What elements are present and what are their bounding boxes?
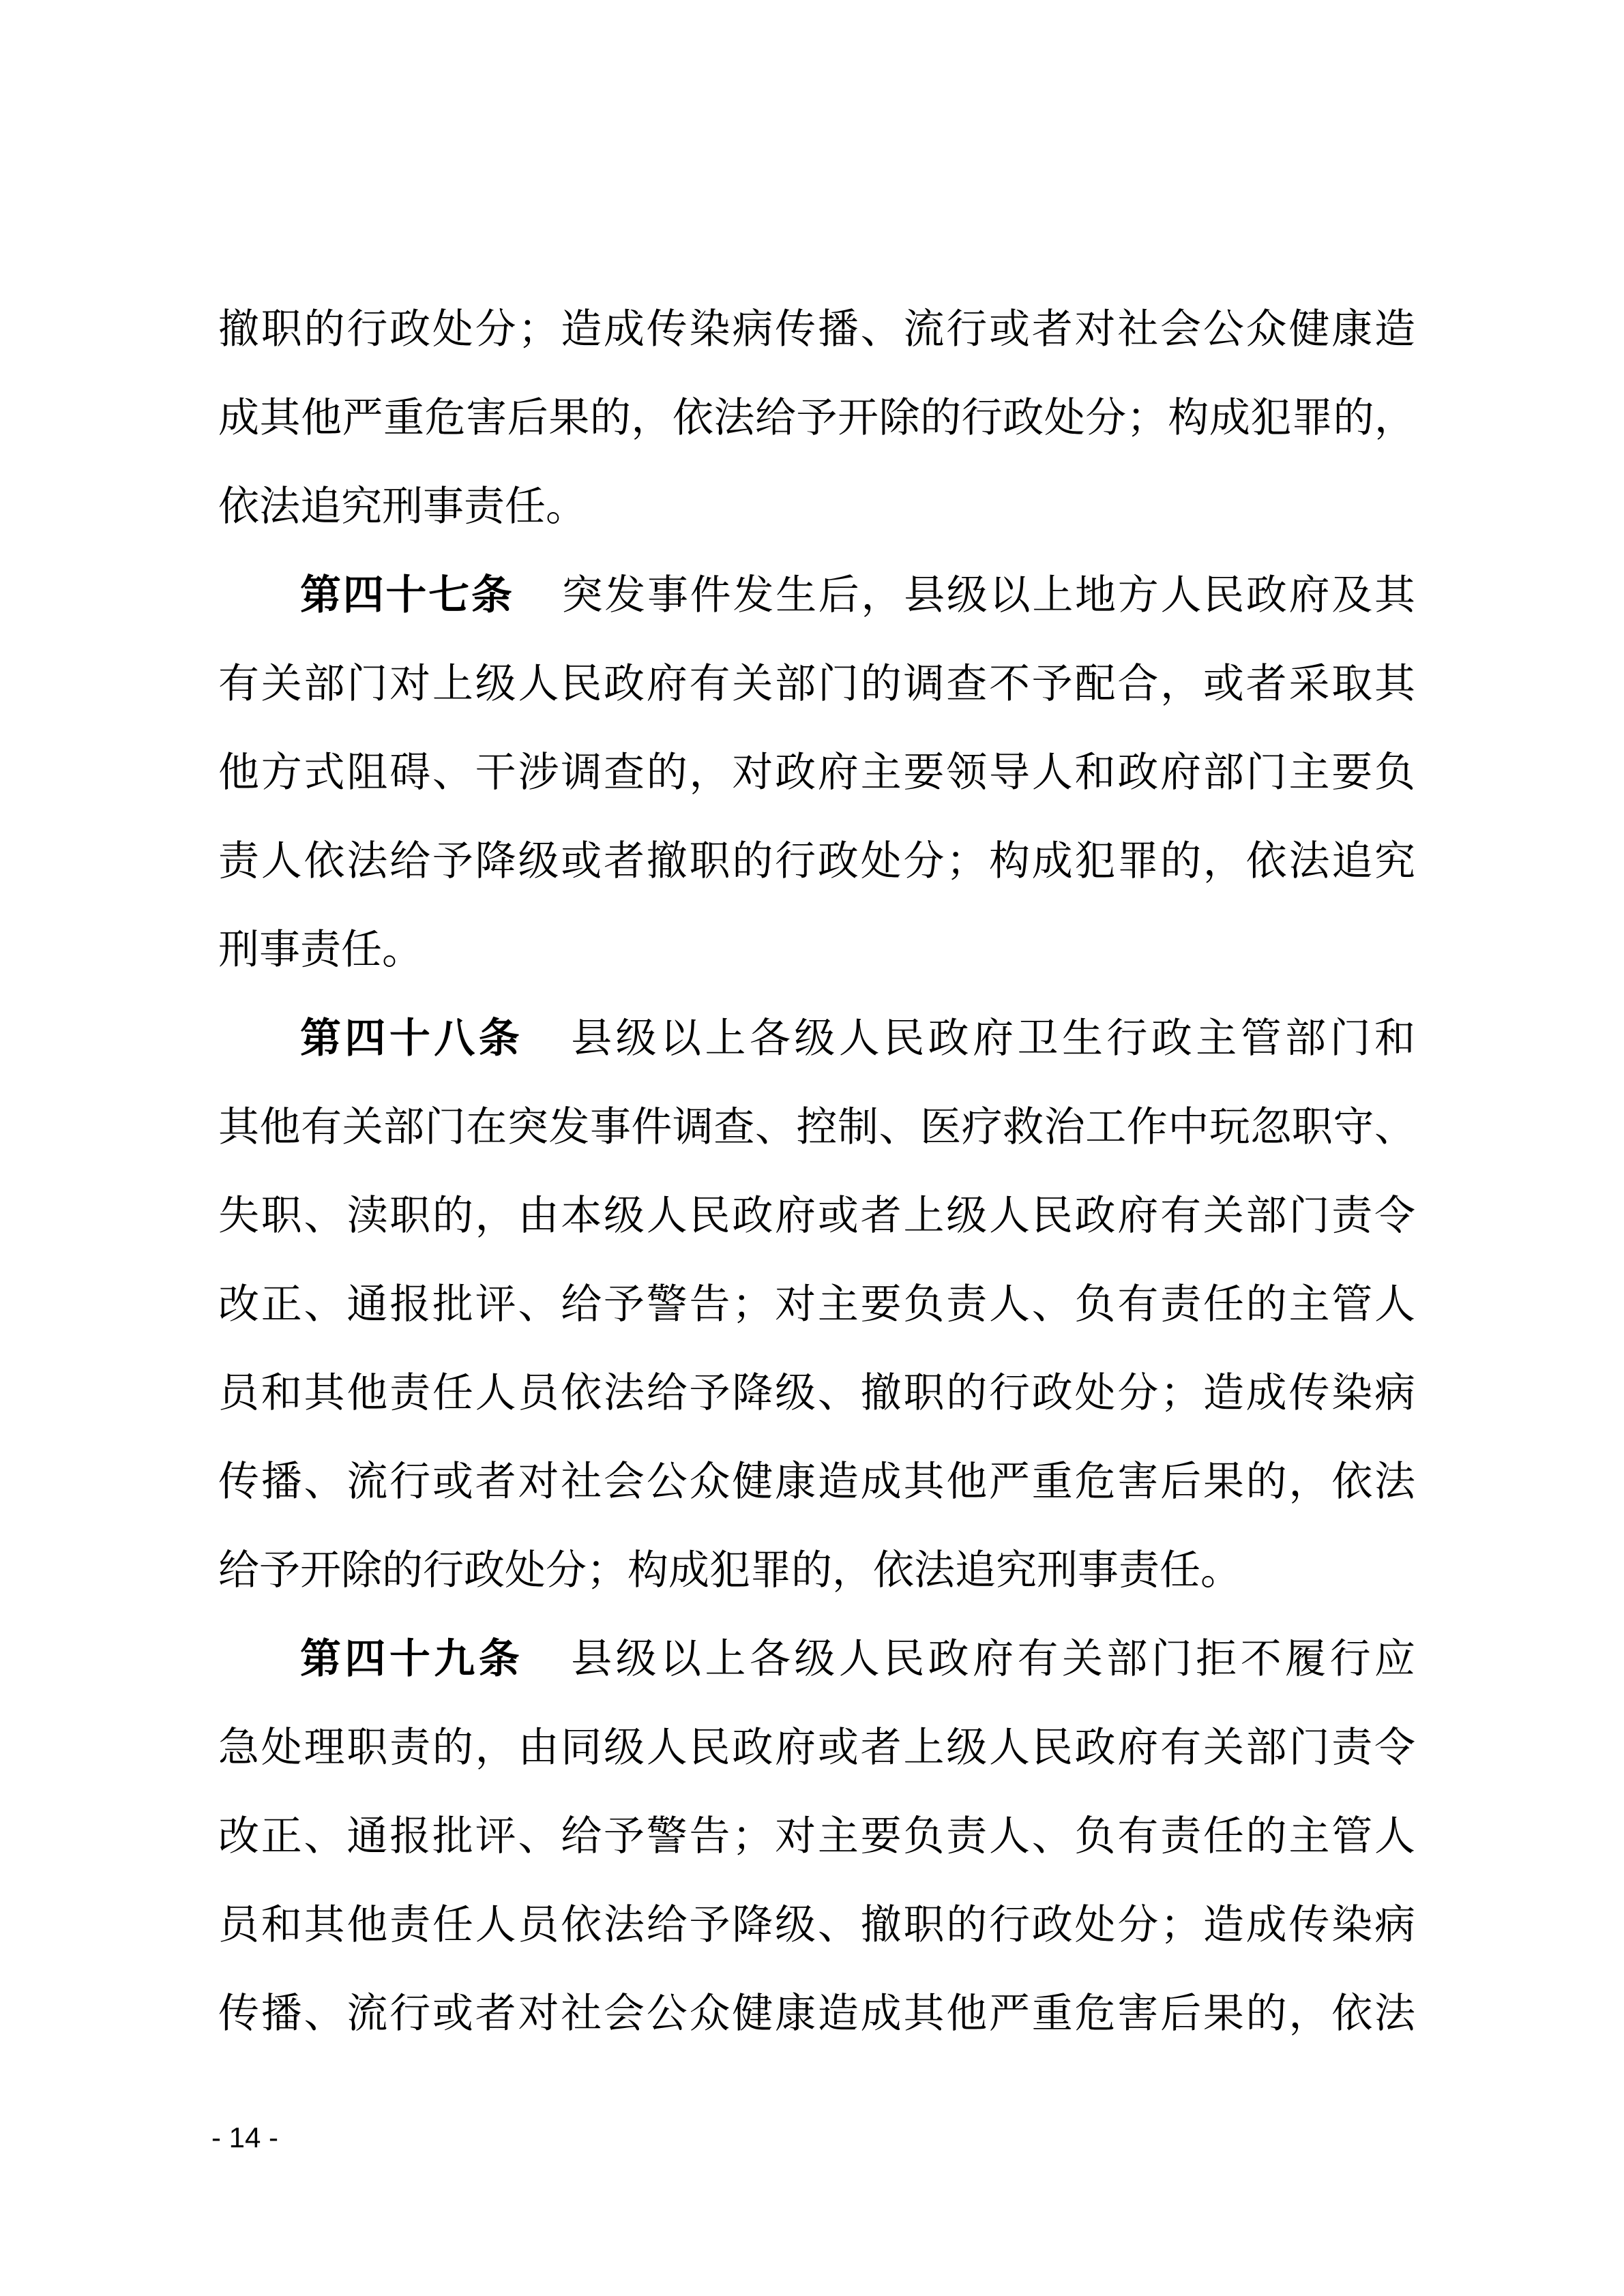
line-text: 他方式阻碍、干涉调查的，对政府主要领导人和政府部门主要负: [218, 749, 1415, 796]
article-heading: 第四十九条: [300, 1635, 524, 1683]
line-text: 急处理职责的，由同级人民政府或者上级人民政府有关部门责令: [218, 1724, 1415, 1772]
line-text: 成其他严重危害后果的，依法给予开除的行政处分；构成犯罪的，: [218, 394, 1415, 442]
line-text: 员和其他责任人员依法给予降级、撤职的行政处分；造成传染病: [218, 1369, 1415, 1417]
line-text: 传播、流行或者对社会公众健康造成其他严重危害后果的，依法: [218, 1458, 1415, 1506]
text-line: [218, 285, 1415, 374]
text-line: [218, 1703, 1415, 1792]
line-text: 突发事件发生后，县级以上地方人民政府及其: [561, 571, 1416, 619]
line-text: 改正、通报批评、给予警告；对主要负责人、负有责任的主管人: [218, 1281, 1415, 1328]
article-heading: 第四十七条: [300, 571, 514, 619]
line-text: 有关部门对上级人民政府有关部门的调查不予配合，或者采取其: [218, 660, 1415, 708]
article-47-first-line: [300, 551, 1415, 640]
article-49-first-line: [300, 1615, 1415, 1703]
line-text: 撤职的行政处分；造成传染病传播、流行或者对社会公众健康造: [218, 305, 1415, 353]
line-text: 刑事责任。: [218, 926, 423, 974]
article-48-first-line: [300, 994, 1415, 1083]
page-number: - 14 -: [211, 2121, 279, 2153]
text-line: [218, 1172, 1415, 1260]
text-line: [218, 1969, 1415, 2058]
line-text: 失职、渎职的，由本级人民政府或者上级人民政府有关部门责令: [218, 1192, 1415, 1240]
line-text: 责人依法给予降级或者撤职的行政处分；构成犯罪的，依法追究: [218, 837, 1415, 885]
text-line: [218, 1526, 1415, 1615]
text-line: [218, 1349, 1415, 1437]
text-line: [218, 1260, 1415, 1349]
text-line: [218, 374, 1415, 462]
line-text: 县级以上各级人民政府有关部门拒不履行应: [571, 1635, 1416, 1683]
article-heading: 第四十八条: [300, 1015, 524, 1062]
text-line: [218, 817, 1415, 906]
text-line: [218, 1437, 1415, 1526]
line-text: 其他有关部门在突发事件调查、控制、医疗救治工作中玩忽职守、: [218, 1103, 1415, 1151]
line-text: 传播、流行或者对社会公众健康造成其他严重危害后果的，依法: [218, 1990, 1415, 2038]
line-text: 改正、通报批评、给予警告；对主要负责人、负有责任的主管人: [218, 1813, 1415, 1860]
text-line: [218, 906, 1415, 994]
text-line: [218, 728, 1415, 817]
text-line: [218, 1083, 1415, 1172]
line-text: 依法追究刑事责任。: [218, 483, 587, 531]
text-line: [218, 1881, 1415, 1969]
line-text: 县级以上各级人民政府卫生行政主管部门和: [571, 1015, 1416, 1062]
text-line: [218, 462, 1415, 551]
text-line: [218, 640, 1415, 728]
text-line: [218, 1792, 1415, 1881]
line-text: 员和其他责任人员依法给予降级、撤职的行政处分；造成传染病: [218, 1901, 1415, 1949]
line-text: 给予开除的行政处分；构成犯罪的，依法追究刑事责任。: [218, 1547, 1241, 1594]
